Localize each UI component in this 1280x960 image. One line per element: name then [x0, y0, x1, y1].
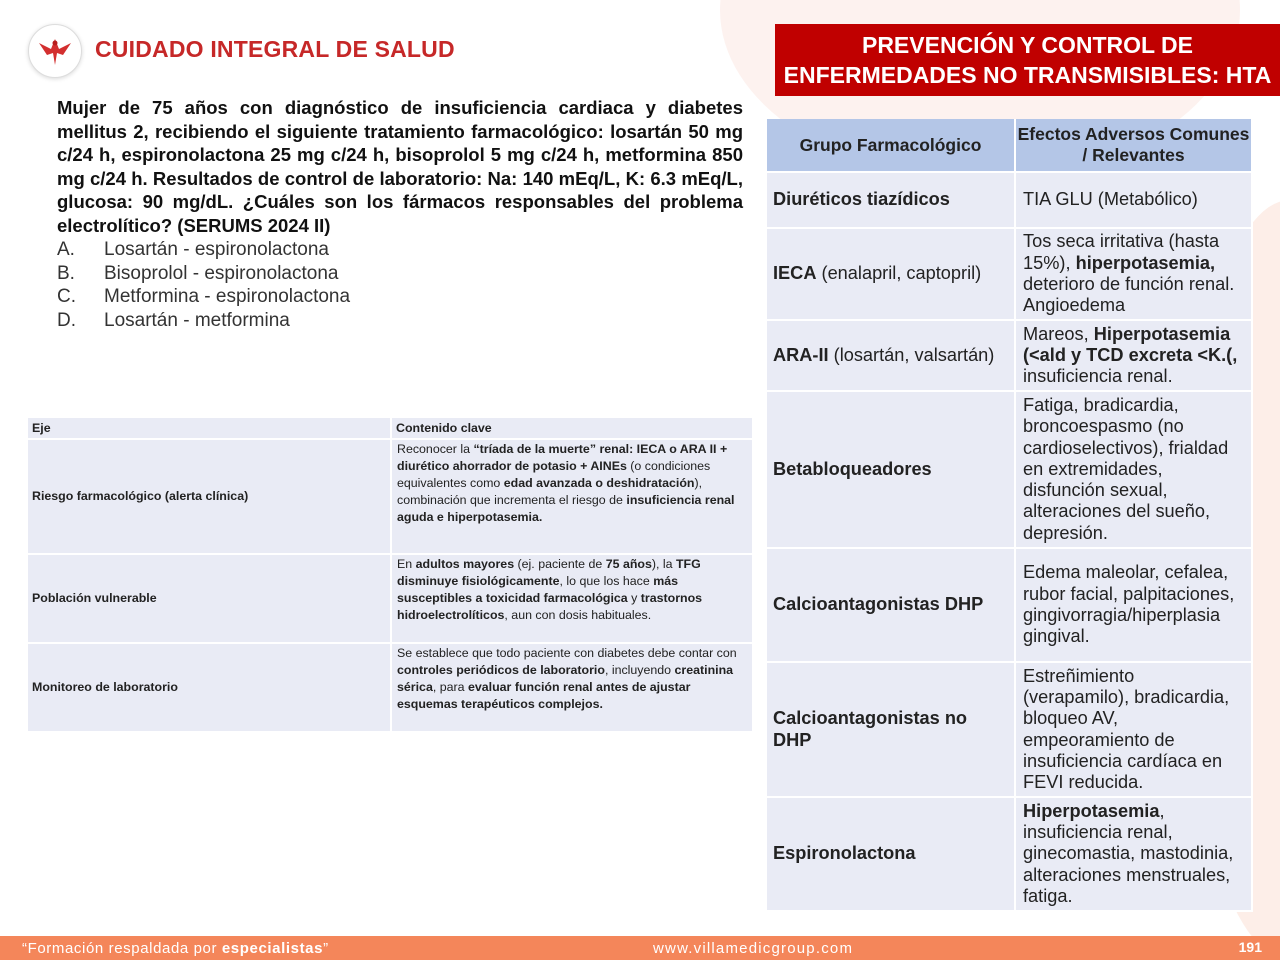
- footer-slogan: [22, 940, 329, 957]
- text-run: TIA GLU (Metabólico): [1023, 189, 1198, 210]
- text-run: Tos seca irritativa (hasta 15%),: [1023, 231, 1220, 273]
- footer-url-link[interactable]: www.villamedicgroup.com: [653, 940, 854, 957]
- brand-logo: [28, 24, 82, 78]
- text-run: , insuficiencia renal, ginecomastia, mastodinia, alteraciones menstruales, fatiga.: [1023, 800, 1234, 906]
- text-run: Fatiga, bradicardia, broncoespasmo (no cardioselectivos), frialdad en extremidades, disfunción sexual, alteraciones del sueño, depresión.: [1023, 394, 1229, 543]
- slogan-bold: especialistas: [221, 940, 324, 957]
- section-banner: [775, 24, 1280, 96]
- column-header-grupo: Grupo Farmacológico: [767, 119, 1016, 173]
- text-run: deterioro de función renal. Angioedema: [1023, 274, 1235, 316]
- group-examples: (enalapril, captopril): [816, 263, 982, 284]
- group-name: Calcioantagonistas no DHP: [773, 708, 968, 750]
- table-header-row: [28, 418, 754, 440]
- cell-effects: [1016, 392, 1253, 549]
- bold-text-run: insuficiencia renal aguda e hiperpotasemia.: [397, 493, 735, 524]
- option-a[interactable]: [57, 238, 350, 262]
- text-run: (ej. paciente de: [514, 557, 606, 571]
- option-text: Metformina - espironolactona: [104, 286, 351, 307]
- bold-text-run: controles periódicos de laboratorio: [397, 663, 605, 677]
- column-header-efectos: Efectos Adversos Comunes / Relevantes: [1016, 119, 1253, 173]
- text-run: (o condiciones equivalentes como: [397, 459, 711, 490]
- red-eagle-logo-icon: [35, 31, 75, 71]
- key-content-table: [28, 418, 754, 733]
- cell-group: [767, 321, 1016, 392]
- text-run: Mareos,: [1023, 323, 1094, 344]
- text-run: Se establece que todo paciente con diabetes debe contar con: [397, 646, 737, 660]
- question-stem: Mujer de 75 años con diagnóstico de insuficiencia cardiaca y diabetes mellitus 2, recibiendo el siguiente tratamiento farmacológico: losartán 50 mg c/24 h, espironolactona 25 mg c/24 h, bisoprolol 5 mg c/24 h, metformina 850 mg c/24 h. Resultados de control de laboratorio: Na: 140 mEq/L, K: 6.3 mEq/L, glucosa: 90 mg/dL. ¿Cuáles son los fármacos responsables del problema electrolítico? (SERUMS 2024 II): [57, 97, 743, 236]
- table-row: [28, 644, 754, 733]
- brand-title: CUIDADO INTEGRAL DE SALUD: [95, 36, 455, 62]
- text-run: y: [627, 591, 641, 605]
- table-row: [767, 173, 1253, 229]
- group-name: Calcioantagonistas DHP: [773, 594, 984, 615]
- text-run: ), combinación que incrementa el riesgo de: [397, 476, 703, 507]
- text-run: insuficiencia renal.: [1023, 366, 1173, 387]
- bold-text-run: creatinina sérica: [397, 663, 734, 694]
- text-run: , aun con dosis habituales.: [504, 608, 652, 622]
- text-run: , lo que los hace: [559, 574, 654, 588]
- table-row: [767, 663, 1253, 798]
- option-text: Losartán - metformina: [104, 309, 290, 331]
- option-c[interactable]: [57, 285, 350, 309]
- option-text: Losartán - espironolactona: [104, 239, 329, 260]
- text-run: En: [397, 557, 416, 571]
- table-row: [28, 440, 754, 555]
- table-row: [767, 798, 1253, 912]
- group-name: Espironolactona: [773, 843, 916, 864]
- bold-text-run: Hiperpotasemia (<ald y TCD excreta <K.(,: [1023, 323, 1238, 365]
- option-letter: B.: [57, 262, 75, 284]
- table-row: [767, 321, 1253, 392]
- cell-group: [767, 798, 1016, 912]
- text-run: ), la: [651, 557, 676, 571]
- cell-group: [767, 392, 1016, 549]
- group-name: Betabloqueadores: [773, 458, 932, 479]
- bold-text-run: “tríada de la muerte” renal: IECA o ARA II + diurético ahorrador de potasio + AINEs: [397, 442, 728, 473]
- cell-effects: [1016, 321, 1253, 392]
- footer-bar: [0, 936, 1280, 960]
- bold-text-run: edad avanzada o deshidratación: [503, 476, 695, 490]
- page-number: 191: [1238, 939, 1262, 955]
- option-d[interactable]: [57, 309, 350, 333]
- cell-effects: [1016, 549, 1253, 663]
- cell-content: [392, 440, 754, 555]
- option-letter: C.: [57, 286, 76, 307]
- table-row: [767, 549, 1253, 663]
- bold-text-run: evaluar función renal antes de ajustar esquemas terapéuticos complejos.: [397, 680, 691, 711]
- option-text: Bisoprolol - espironolactona: [104, 262, 339, 284]
- group-name: IECA: [773, 263, 817, 284]
- cell-group: [767, 663, 1016, 798]
- banner-line-2: ENFERMEDADES NO TRANSMISIBLES: HTA: [783, 62, 1272, 88]
- answer-options: [57, 238, 350, 332]
- cell-group: [767, 229, 1016, 321]
- slogan-suffix: ”: [323, 940, 329, 957]
- option-letter: A.: [57, 239, 75, 260]
- slogan-prefix: “Formación respaldada por: [22, 940, 222, 957]
- bold-text-run: más susceptibles a toxicidad farmacológica: [397, 574, 678, 605]
- bold-text-run: 75 años: [605, 557, 652, 571]
- text-run: , para: [432, 680, 468, 694]
- option-letter: D.: [57, 309, 76, 331]
- banner-line-1: PREVENCIÓN Y CONTROL DE: [861, 32, 1193, 58]
- text-run: Estreñimiento (verapamilo), bradicardia, bloqueo AV, empeoramiento de insuficiencia cardíaca en FEVI reducida.: [1023, 665, 1230, 793]
- cell-group: [767, 549, 1016, 663]
- column-header-contenido: Contenido clave: [392, 418, 754, 440]
- table-header-row: [767, 119, 1253, 173]
- table-row: [767, 229, 1253, 321]
- bold-text-run: trastornos hidroelectrolíticos: [397, 591, 703, 622]
- cell-effects: [1016, 229, 1253, 321]
- table-row: [28, 555, 754, 644]
- bold-text-run: hiperpotasemia,: [1075, 252, 1216, 273]
- text-run: Edema maleolar, cefalea, rubor facial, palpitaciones, gingivorragia/hiperplasia gingival.: [1023, 562, 1235, 647]
- cell-eje: Monitoreo de laboratorio: [28, 644, 392, 733]
- cell-effects: [1016, 663, 1253, 798]
- group-name: ARA-II: [773, 344, 829, 365]
- cell-eje: Riesgo farmacológico (alerta clínica): [28, 440, 392, 555]
- bold-text-run: Hiperpotasemia: [1023, 800, 1160, 821]
- option-b[interactable]: [57, 262, 350, 286]
- bold-text-run: adultos mayores: [415, 557, 515, 571]
- column-header-eje: Eje: [28, 418, 392, 440]
- table-row: [767, 392, 1253, 549]
- cell-content: [392, 555, 754, 644]
- bold-text-run: TFG disminuye fisiológicamente: [397, 557, 701, 588]
- adverse-effects-table: [767, 119, 1253, 912]
- group-name: Diuréticos tiazídicos: [773, 189, 950, 210]
- cell-effects: [1016, 173, 1253, 229]
- cell-content: [392, 644, 754, 733]
- cell-eje: Población vulnerable: [28, 555, 392, 644]
- text-run: , incluyendo: [604, 663, 675, 677]
- cell-group: [767, 173, 1016, 229]
- cell-effects: [1016, 798, 1253, 912]
- group-examples: (losartán, valsartán): [828, 344, 995, 365]
- text-run: Reconocer la: [397, 442, 474, 456]
